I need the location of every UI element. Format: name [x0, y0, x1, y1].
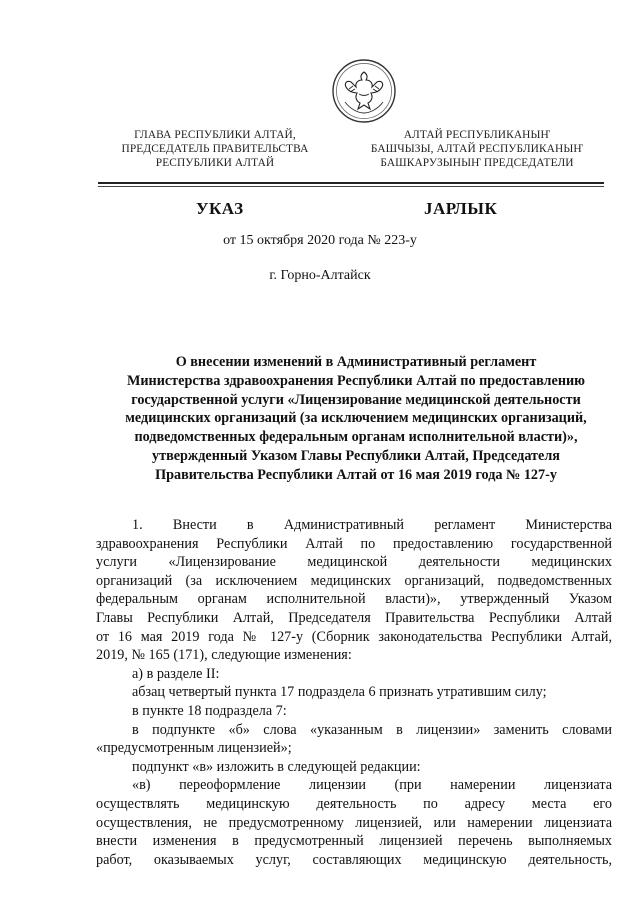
body-line: работ, оказываемых услуг, составляющих медицинскую деятельность, — [96, 851, 612, 868]
heading-line: медицинских организаций (за исключением медицинских организаций, — [125, 410, 587, 427]
body-line: Главы Республики Алтай, Председателя Правительства Республики Алтай — [96, 609, 612, 626]
body-line: подпункт «в» изложить в следующей редакции: — [132, 758, 421, 775]
header-left-block — [100, 128, 330, 170]
header-right-line: БАШЧЫЗЫ, АЛТАЙ РЕСПУБЛИКАНЫҤ — [370, 143, 584, 155]
heading-line: Министерства здравоохранения Республики Алтай по предоставлению — [126, 372, 586, 389]
header-right-line: АЛТАЙ РЕСПУБЛИКАНЫҤ — [403, 129, 551, 141]
body-line: 1. Внести в Административный регламент Министерства — [132, 517, 612, 533]
body-line: федеральным органам исполнительной власти)», утвержденный Указом — [96, 591, 612, 608]
body-line: услуги «Лицензирование медицинской деятельности медицинских — [96, 554, 612, 571]
header-left-line: ГЛАВА РЕСПУБЛИКИ АЛТАЙ, — [134, 129, 296, 141]
body-line: «предусмотренным лицензией»; — [96, 740, 292, 757]
header-right-line: БАШКАРУЗЫНЫҤ ПРЕДСЕДАТЕЛИ — [380, 157, 574, 169]
heading-line: государственной услуги «Лицензирование медицинской деятельности — [131, 391, 581, 408]
heading-line: О внесении изменений в Административный регламент — [175, 354, 537, 370]
body-line: осуществлять медицинскую деятельность по адресу места его — [96, 795, 612, 812]
coat-of-arms-emblem — [331, 58, 397, 124]
document-heading — [96, 353, 616, 485]
heading-line: утвержденный Указом Главы Республики Алтай, Председателя — [152, 447, 560, 464]
body-line: 2019, № 165 (171), следующие изменения: — [96, 647, 352, 664]
doc-title-jarlyk: ЈАРЛЫК — [424, 199, 498, 218]
body-line: «в) переоформление лицензии (при намерении лицензиата — [132, 777, 612, 794]
body-line: а) в разделе II: — [132, 665, 220, 682]
body-line: осуществления, не предусмотренному лицензией, или намерении лицензиата — [96, 814, 612, 831]
heading-line: Правительства Республики Алтай от 16 мая 2019 года № 127-у — [155, 466, 557, 483]
body-line: здравоохранения Республики Алтай по предоставлению государственной — [96, 535, 612, 552]
body-line: в пункте 18 подраздела 7: — [132, 702, 287, 719]
document-city: г. Горно-Алтайск — [269, 268, 371, 283]
body-line: в подпункте «б» слова «указанным в лицензии» заменить словами — [132, 721, 612, 738]
body-line: от 16 мая 2019 года № 127-у (Сборник законодательства Республики Алтай, — [96, 628, 612, 645]
body-line: абзац четвертый пункта 17 подраздела 6 признать утратившим силу; — [132, 684, 547, 701]
header-right-block — [352, 128, 602, 170]
body-line: организаций (за исключением медицинских организаций, подведомственных — [96, 572, 612, 589]
document-body — [96, 516, 612, 869]
document-date: от 15 октября 2020 года № 223-у — [223, 233, 417, 248]
body-line: внести изменения в предусмотренный лицензией перечень выполняемых — [96, 833, 612, 850]
header-divider — [98, 182, 604, 184]
header-left-line: ПРЕДСЕДАТЕЛЬ ПРАВИТЕЛЬСТВА — [121, 143, 309, 155]
heading-line: подведомственных федеральным органам исполнительной власти)», — [134, 429, 578, 446]
doc-title-ukaz: УКАЗ — [196, 199, 244, 218]
header-divider-thin — [98, 186, 604, 187]
header-left-line: РЕСПУБЛИКИ АЛТАЙ — [155, 157, 275, 169]
